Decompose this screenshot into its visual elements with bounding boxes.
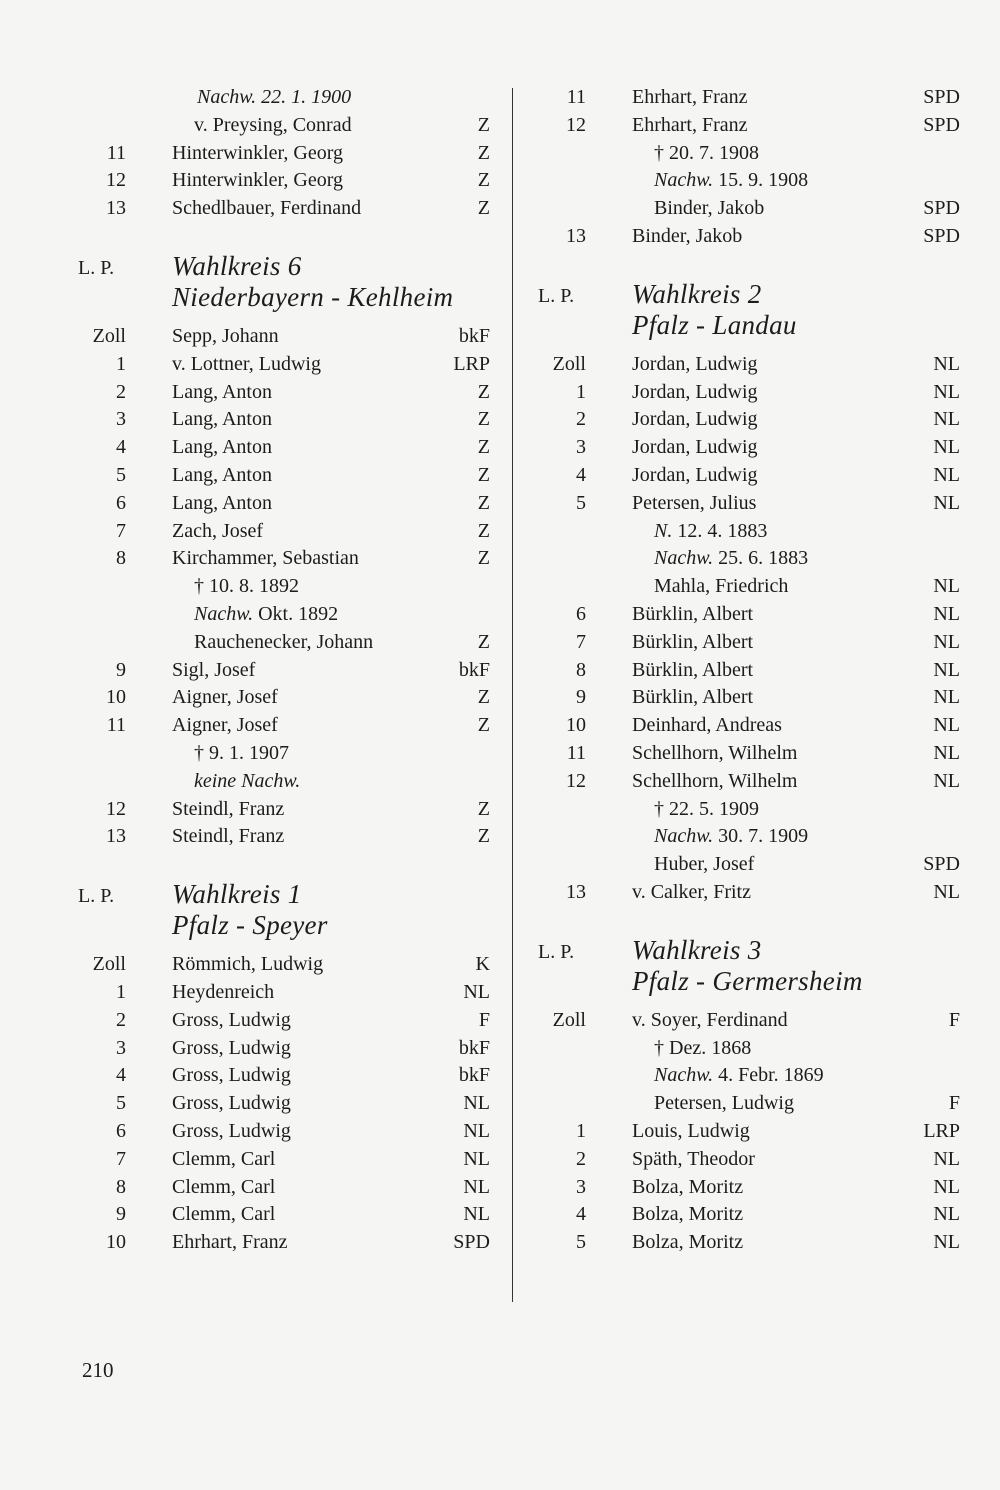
table-row [530, 740, 960, 768]
section-gap [70, 941, 490, 951]
lp-label: L. P. [78, 885, 115, 908]
annotation-date: 25. 6. 1883 [713, 547, 809, 570]
party-label: NL [933, 658, 960, 681]
district-title-line: Niederbayern - Kehlheim [172, 281, 454, 312]
deputy-name: v. Preysing, Conrad [194, 113, 352, 136]
party-label: NL [933, 769, 960, 792]
deputy-name: Bürklin, Albert [632, 658, 754, 681]
period-number: 7 [116, 1147, 126, 1170]
period-number: 8 [576, 658, 586, 681]
party-label: F [948, 1092, 960, 1115]
deputy-name [654, 545, 808, 573]
deputy-name: Schellhorn, Wilhelm [632, 769, 798, 792]
deputy-name: Jordan, Ludwig [632, 380, 758, 403]
deputy-name: keine Nachw. [194, 769, 301, 792]
table-row [530, 195, 960, 223]
section-gap [530, 341, 960, 351]
district-title-line: Wahlkreis 6 [172, 250, 302, 281]
deputy-name: Bürklin, Albert [632, 686, 754, 709]
party-label: SPD [923, 113, 960, 136]
party-label: Z [477, 825, 490, 848]
table-row [70, 601, 490, 629]
deputy-name: Römmich, Ludwig [172, 953, 324, 976]
deputy-name: Bolza, Moritz [632, 1231, 744, 1254]
party-label: bkF [458, 324, 490, 347]
deputy-name [654, 823, 808, 851]
party-label: NL [463, 1092, 490, 1115]
party-label: Z [477, 630, 490, 653]
annotation-prefix: Nachw. [194, 602, 254, 625]
period-number: 9 [116, 1203, 126, 1226]
deputy-name [194, 601, 338, 629]
period-number: Zoll [92, 953, 126, 976]
table-row [530, 406, 960, 434]
period-number: 4 [116, 436, 126, 459]
table-row [530, 112, 960, 140]
party-label: NL [933, 1231, 960, 1254]
party-label: NL [933, 741, 960, 764]
deputy-name: Clemm, Carl [172, 1203, 276, 1226]
period-number: 3 [576, 1175, 586, 1198]
deputy-name: Späth, Theodor [632, 1147, 755, 1170]
table-row [70, 1062, 490, 1090]
party-label: Z [477, 491, 490, 514]
period-number: 5 [116, 1092, 126, 1115]
party-label: SPD [923, 853, 960, 876]
table-row [70, 545, 490, 573]
deputy-name: Petersen, Ludwig [654, 1092, 794, 1115]
table-row [70, 1229, 490, 1257]
deputy-name: Hinterwinkler, Georg [172, 141, 344, 164]
table-row [530, 1090, 960, 1118]
table-row [70, 1090, 490, 1118]
period-number: 7 [116, 519, 126, 542]
district-title [172, 251, 453, 313]
table-row [530, 518, 960, 546]
district-title-line: Wahlkreis 2 [632, 278, 762, 309]
deputy-name: Gross, Ludwig [172, 1036, 291, 1059]
table-row [70, 518, 490, 546]
table-row [530, 140, 960, 168]
deputy-name: Schedlbauer, Ferdinand [172, 197, 362, 220]
period-number: Zoll [92, 324, 126, 347]
deputy-name: Rauchenecker, Johann [194, 630, 374, 653]
left-column [70, 84, 490, 1257]
deputy-name: Binder, Jakob [654, 197, 765, 220]
annotation-prefix: Nachw. [654, 825, 714, 848]
party-label: bkF [458, 1036, 490, 1059]
deputy-name: Hinterwinkler, Georg [172, 169, 344, 192]
period-number: 8 [116, 1175, 126, 1198]
table-row [530, 223, 960, 251]
period-number: Zoll [552, 352, 586, 375]
table-row [530, 796, 960, 824]
lp-label: L. P. [538, 940, 575, 963]
period-number: 3 [576, 436, 586, 459]
table-row [530, 462, 960, 490]
party-label: K [475, 953, 490, 976]
period-number: 1 [116, 352, 126, 375]
period-number: 2 [576, 1147, 586, 1170]
table-row [70, 573, 490, 601]
period-number: 11 [106, 714, 126, 737]
table-row [530, 823, 960, 851]
table-row [530, 1174, 960, 1202]
period-number: 10 [106, 686, 126, 709]
annotation-prefix: Nachw. [654, 1064, 714, 1087]
deputy-name: Bolza, Moritz [632, 1203, 744, 1226]
column-divider [512, 88, 513, 1302]
table-row [70, 84, 490, 112]
deputy-name: Steindl, Franz [172, 797, 285, 820]
annotation-prefix: N. [654, 519, 673, 542]
party-label: F [478, 1008, 490, 1031]
period-number: 10 [106, 1231, 126, 1254]
party-label: NL [933, 714, 960, 737]
deputy-name: Binder, Jakob [632, 224, 743, 247]
deputy-name: Gross, Ludwig [172, 1119, 291, 1142]
table-row [70, 657, 490, 685]
lp-label: L. P. [538, 284, 575, 307]
table-row [70, 140, 490, 168]
party-label: NL [933, 575, 960, 598]
party-label: SPD [923, 197, 960, 220]
deputy-name: Louis, Ludwig [632, 1119, 750, 1142]
table-row [70, 712, 490, 740]
party-label: SPD [453, 1231, 490, 1254]
party-label: NL [933, 408, 960, 431]
party-label: Z [477, 436, 490, 459]
district-title-line: Pfalz - Landau [632, 309, 797, 340]
deputy-name: Lang, Anton [172, 408, 272, 431]
deputy-name: Zach, Josef [172, 519, 264, 542]
section-gap [70, 223, 490, 251]
district-title [632, 279, 797, 341]
period-number: 1 [576, 1119, 586, 1142]
section-gap [70, 313, 490, 323]
party-label: Z [477, 714, 490, 737]
party-label: NL [933, 352, 960, 375]
party-label: Z [477, 380, 490, 403]
table-row [530, 629, 960, 657]
deputy-name: Sigl, Josef [172, 658, 256, 681]
period-number: 5 [116, 463, 126, 486]
period-number: 12 [566, 769, 586, 792]
deputy-name: v. Soyer, Ferdinand [632, 1008, 788, 1031]
period-number: 6 [116, 1119, 126, 1142]
table-row [530, 657, 960, 685]
period-number: 2 [116, 380, 126, 403]
party-label: Z [477, 519, 490, 542]
period-number: 9 [576, 686, 586, 709]
table-row [70, 796, 490, 824]
deputy-name: Petersen, Julius [632, 491, 757, 514]
section-gap [70, 851, 490, 879]
section-gap [530, 251, 960, 279]
period-number: 12 [106, 797, 126, 820]
period-number: 13 [566, 880, 586, 903]
party-label: NL [463, 1119, 490, 1142]
deputy-name: Gross, Ludwig [172, 1064, 291, 1087]
party-label: bkF [458, 658, 490, 681]
party-label: NL [933, 630, 960, 653]
period-number: 10 [566, 714, 586, 737]
deputy-name: Lang, Anton [172, 463, 272, 486]
deputy-name: v. Lottner, Ludwig [172, 352, 321, 375]
party-label: Z [477, 797, 490, 820]
table-row [70, 1007, 490, 1035]
district-title-line: Pfalz - Germersheim [632, 965, 863, 996]
section-gap [530, 907, 960, 935]
deputy-name [654, 1062, 824, 1090]
deputy-name: Lang, Anton [172, 491, 272, 514]
deputy-name: † 9. 1. 1907 [194, 741, 289, 764]
right-column [530, 84, 960, 1257]
deputy-name: Clemm, Carl [172, 1147, 276, 1170]
period-number: 11 [566, 741, 586, 764]
deputy-name: Gross, Ludwig [172, 1008, 291, 1031]
table-row [70, 351, 490, 379]
party-label: SPD [923, 86, 960, 108]
period-number: 6 [576, 602, 586, 625]
party-label: NL [933, 380, 960, 403]
annotation-prefix: Nachw. [654, 547, 714, 570]
period-number: 1 [576, 380, 586, 403]
party-label: NL [933, 1147, 960, 1170]
deputy-name: v. Calker, Fritz [632, 880, 751, 903]
party-label: NL [933, 491, 960, 514]
deputy-name: Jordan, Ludwig [632, 408, 758, 431]
table-row [530, 167, 960, 195]
district-heading [530, 935, 960, 997]
table-row [70, 1146, 490, 1174]
table-row [70, 434, 490, 462]
table-row [70, 740, 490, 768]
period-number: 3 [116, 408, 126, 431]
party-label: Z [477, 547, 490, 570]
table-row [530, 851, 960, 879]
annotation-prefix: Nachw. [654, 169, 714, 192]
party-label: NL [933, 436, 960, 459]
table-row [530, 351, 960, 379]
table-row [70, 462, 490, 490]
table-row [70, 823, 490, 851]
table-row [530, 434, 960, 462]
table-row [70, 406, 490, 434]
period-number: 6 [116, 491, 126, 514]
table-row [530, 1062, 960, 1090]
table-row [70, 1118, 490, 1146]
period-number: 2 [576, 408, 586, 431]
deputy-name [654, 518, 767, 546]
table-row [530, 1201, 960, 1229]
table-row [70, 629, 490, 657]
deputy-name: Heydenreich [172, 980, 275, 1003]
party-label: Z [477, 686, 490, 709]
period-number: 3 [116, 1036, 126, 1059]
table-row [70, 768, 490, 796]
deputy-name: Huber, Josef [654, 853, 755, 876]
deputy-name: † 22. 5. 1909 [654, 797, 759, 820]
table-row [70, 112, 490, 140]
deputy-name: Jordan, Ludwig [632, 436, 758, 459]
table-row [530, 490, 960, 518]
table-row [530, 1118, 960, 1146]
period-number: 9 [116, 658, 126, 681]
party-label: NL [933, 686, 960, 709]
table-row [70, 1201, 490, 1229]
party-label: NL [933, 463, 960, 486]
period-number: 1 [116, 980, 126, 1003]
deputy-name: Bolza, Moritz [632, 1175, 744, 1198]
table-row [530, 712, 960, 740]
table-row [530, 601, 960, 629]
period-number: 4 [576, 1203, 586, 1226]
deputy-name: Ehrhart, Franz [172, 1231, 288, 1254]
party-label: F [948, 1008, 960, 1031]
deputy-name: † 10. 8. 1892 [194, 575, 299, 598]
deputy-name: Mahla, Friedrich [654, 575, 789, 598]
deputy-name: Lang, Anton [172, 436, 272, 459]
table-row [530, 545, 960, 573]
party-label: LRP [453, 352, 490, 375]
deputy-name: Nachw. 22. 1. 1900 [197, 86, 352, 108]
table-row [530, 879, 960, 907]
deputy-name: Ehrhart, Franz [632, 86, 748, 108]
party-label: Z [477, 169, 490, 192]
deputy-name: Steindl, Franz [172, 825, 285, 848]
table-row [70, 379, 490, 407]
party-label: NL [463, 1147, 490, 1170]
table-row [530, 684, 960, 712]
period-number: 4 [116, 1064, 126, 1087]
district-heading [70, 879, 490, 941]
period-number: 8 [116, 547, 126, 570]
annotation-date: 12. 4. 1883 [672, 519, 768, 542]
party-label: Z [477, 141, 490, 164]
deputy-name: Ehrhart, Franz [632, 113, 748, 136]
district-title [632, 935, 863, 997]
period-number: 5 [576, 1231, 586, 1254]
table-row [530, 573, 960, 601]
deputy-name: Schellhorn, Wilhelm [632, 741, 798, 764]
table-row [530, 768, 960, 796]
deputy-name: † 20. 7. 1908 [654, 141, 759, 164]
table-row [70, 684, 490, 712]
annotation-date: 30. 7. 1909 [713, 825, 809, 848]
annotation-date: 15. 9. 1908 [713, 169, 809, 192]
table-row [70, 951, 490, 979]
period-number: 11 [566, 86, 586, 108]
party-label: Z [477, 113, 490, 136]
party-label: bkF [458, 1064, 490, 1087]
district-title-line: Wahlkreis 1 [172, 879, 302, 910]
deputy-name: Lang, Anton [172, 380, 272, 403]
period-number: 5 [576, 491, 586, 514]
deputy-name: Kirchammer, Sebastian [172, 547, 359, 570]
district-title-line: Wahlkreis 3 [632, 934, 762, 965]
table-row [530, 1146, 960, 1174]
party-label: NL [463, 1203, 490, 1226]
deputy-name: Gross, Ludwig [172, 1092, 291, 1115]
table-row [530, 1007, 960, 1035]
period-number: 13 [106, 825, 126, 848]
party-label: NL [463, 980, 490, 1003]
table-row [70, 1174, 490, 1202]
deputy-name [654, 167, 808, 195]
section-gap [530, 997, 960, 1007]
party-label: Z [477, 408, 490, 431]
table-row [530, 84, 960, 112]
period-number: 7 [576, 630, 586, 653]
period-number: Zoll [552, 1008, 586, 1031]
annotation-date: 4. Febr. 1869 [713, 1064, 824, 1087]
period-number: 11 [106, 141, 126, 164]
party-label: NL [933, 1175, 960, 1198]
table-row [530, 1229, 960, 1257]
table-row [530, 1035, 960, 1063]
table-row [70, 979, 490, 1007]
deputy-name: Jordan, Ludwig [632, 352, 758, 375]
deputy-name: Bürklin, Albert [632, 602, 754, 625]
party-label: Z [477, 463, 490, 486]
deputy-name: Clemm, Carl [172, 1175, 276, 1198]
table-row [70, 490, 490, 518]
party-label: NL [463, 1175, 490, 1198]
period-number: 13 [106, 197, 126, 220]
district-heading [530, 279, 960, 341]
district-heading [70, 251, 490, 313]
deputy-name: † Dez. 1868 [654, 1036, 752, 1059]
party-label: Z [477, 197, 490, 220]
party-label: LRP [923, 1119, 960, 1142]
period-number: 12 [106, 169, 126, 192]
deputy-name: Jordan, Ludwig [632, 463, 758, 486]
party-label: SPD [923, 224, 960, 247]
district-title [172, 879, 328, 941]
deputy-name: Bürklin, Albert [632, 630, 754, 653]
party-label: NL [933, 602, 960, 625]
annotation-date: Okt. 1892 [253, 602, 339, 625]
deputy-name: Sepp, Johann [172, 324, 279, 347]
page-number: 210 [82, 1358, 114, 1382]
party-label: NL [933, 880, 960, 903]
deputy-name: Deinhard, Andreas [632, 714, 782, 737]
period-number: 12 [566, 113, 586, 136]
period-number: 4 [576, 463, 586, 486]
table-row [70, 323, 490, 351]
district-title-line: Pfalz - Speyer [172, 910, 328, 941]
table-row [530, 379, 960, 407]
table-row [70, 167, 490, 195]
table-row [70, 195, 490, 223]
party-label: NL [933, 1203, 960, 1226]
lp-label: L. P. [78, 256, 115, 279]
table-row [70, 1035, 490, 1063]
period-number: 13 [566, 224, 586, 247]
deputy-name: Aigner, Josef [172, 686, 278, 709]
deputy-name: Aigner, Josef [172, 714, 278, 737]
period-number: 2 [116, 1008, 126, 1031]
